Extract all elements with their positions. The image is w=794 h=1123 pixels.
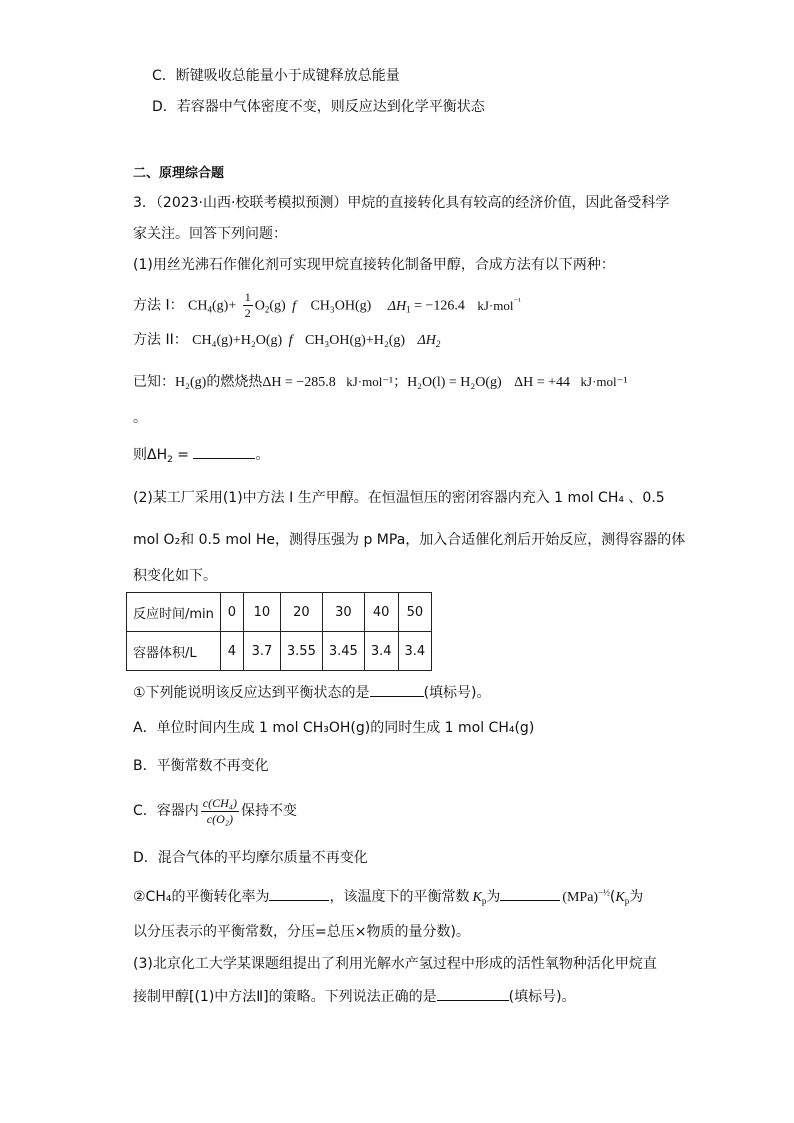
option-a: A．单位时间内生成 1 mol CH₃OH(g)的同时生成 1 mol CH₄(g) bbox=[133, 720, 535, 736]
q3-line2: 家关注。回答下列问题： bbox=[133, 226, 287, 242]
method2-label: 方法 II： bbox=[133, 332, 188, 348]
table-cell: 3.7 bbox=[243, 632, 280, 671]
section-title: 二、原理综合题 bbox=[133, 166, 225, 181]
equilibrium-arrow: f bbox=[292, 298, 296, 314]
table-cell: 3.55 bbox=[280, 632, 322, 671]
table-cell: 40 bbox=[364, 593, 398, 632]
q3-part2-line2: mol O₂和 0.5 mol He，测得压强为 p MPa，加入合适催化剂后开始反应，测得容器的体 bbox=[133, 532, 686, 548]
table-cell: 3.4 bbox=[398, 632, 432, 671]
sub-question-1: ①下列能说明该反应达到平衡状态的是 (填标号)。 bbox=[133, 682, 491, 703]
method2-equation: 方法 II： CH₄(g)+H₂O(g) f CH₃OH(g)+H₂(g) $\Delta H_2$ bbox=[133, 332, 441, 349]
q3-part3-line1: (3)北京化工大学某课题组提出了利用光解水产氢过程中形成的活性氧物种活化甲烷直 bbox=[133, 956, 657, 972]
q3-part2-line3: 积变化如下。 bbox=[133, 568, 217, 584]
method1-equation: 方法 I： $CH_4(g)+$ $\frac{1}{2}$ $O_2(g)$ f CH₃OH(g) $\Delta H_1 = -126.4$ kJ·mol$^{^{-1}}$ bbox=[133, 290, 521, 320]
q3-part3-line2: 接制甲醇[(1)中方法Ⅱ]的策略。下列说法正确的是 (填标号)。 bbox=[133, 986, 576, 1007]
answer-blank-sub1[interactable] bbox=[370, 682, 424, 697]
option-c: C．容器内 $\frac{\text{c(CH₄)}}{\text{c(O₂)}}$ 保持不变 bbox=[133, 795, 297, 826]
known-data: 已知：H₂(g)的燃烧热ΔH = −285.8 kJ·mol⁻¹；H₂O(l) = H₂O(g) ΔH = +44 kJ·mol⁻¹ bbox=[133, 374, 628, 390]
answer-blank-dh2[interactable] bbox=[193, 444, 255, 459]
option-d-prev: D．若容器中气体密度不变，则反应达到化学平衡状态 bbox=[152, 99, 485, 115]
answer-blank-conversion[interactable] bbox=[269, 886, 329, 901]
ratio-fraction: $\frac{\text{c(CH₄)}}{\text{c(O₂)}}$ bbox=[202, 795, 237, 826]
fraction-half: $\frac{1}{2}$ bbox=[244, 290, 251, 320]
sub-question-2: ②CH₄的平衡转化率为 ，该温度下的平衡常数 $K_p$为 $(MPa)^{-\frac{1}{2}}(K_p$为 bbox=[133, 887, 644, 906]
answer-blank-kp[interactable] bbox=[500, 886, 560, 901]
table-cell: 10 bbox=[243, 593, 280, 632]
then-dh2: 则$\Delta H_2$ = 。 bbox=[133, 444, 269, 465]
table-cell: 容器体积/L bbox=[127, 632, 221, 671]
table-cell: 50 bbox=[398, 593, 432, 632]
option-c-prev: C．断键吸收总能量小于成键释放总能量 bbox=[152, 68, 400, 84]
equilibrium-arrow: f bbox=[288, 333, 293, 348]
volume-time-table bbox=[126, 592, 432, 671]
q3-part2-line1: (2)某工厂采用(1)中方法 I 生产甲醇。在恒温恒压的密闭容器内充入 1 mol CH₄ 、0.5 bbox=[133, 490, 665, 506]
option-d: D．混合气体的平均摩尔质量不再变化 bbox=[133, 850, 368, 866]
option-b: B．平衡常数不再变化 bbox=[133, 758, 269, 774]
table-cell: 3.4 bbox=[364, 632, 398, 671]
q3-line1: 3．（2023·山西·校联考模拟预测）甲烷的直接转化具有较高的经济价值，因此备受科学 bbox=[133, 195, 670, 211]
table-row bbox=[127, 593, 432, 632]
period-mark: 。 bbox=[133, 410, 147, 426]
q3-part1-intro: (1)用丝光沸石作催化剂可实现甲烷直接转化制备甲醇，合成方法有以下两种： bbox=[133, 257, 615, 273]
table-cell: 20 bbox=[280, 593, 322, 632]
sub-question-2-line2: 以分压表示的平衡常数，分压=总压×物质的量分数)。 bbox=[133, 924, 470, 940]
method1-label: 方法 I： bbox=[133, 297, 184, 314]
table-cell: 0 bbox=[220, 593, 243, 632]
table-row bbox=[127, 632, 432, 671]
answer-blank-part3[interactable] bbox=[437, 986, 509, 1001]
table-cell: 反应时间/min bbox=[127, 593, 221, 632]
table-cell: 3.45 bbox=[322, 632, 364, 671]
table-cell: 30 bbox=[322, 593, 364, 632]
table-cell: 4 bbox=[220, 632, 243, 671]
